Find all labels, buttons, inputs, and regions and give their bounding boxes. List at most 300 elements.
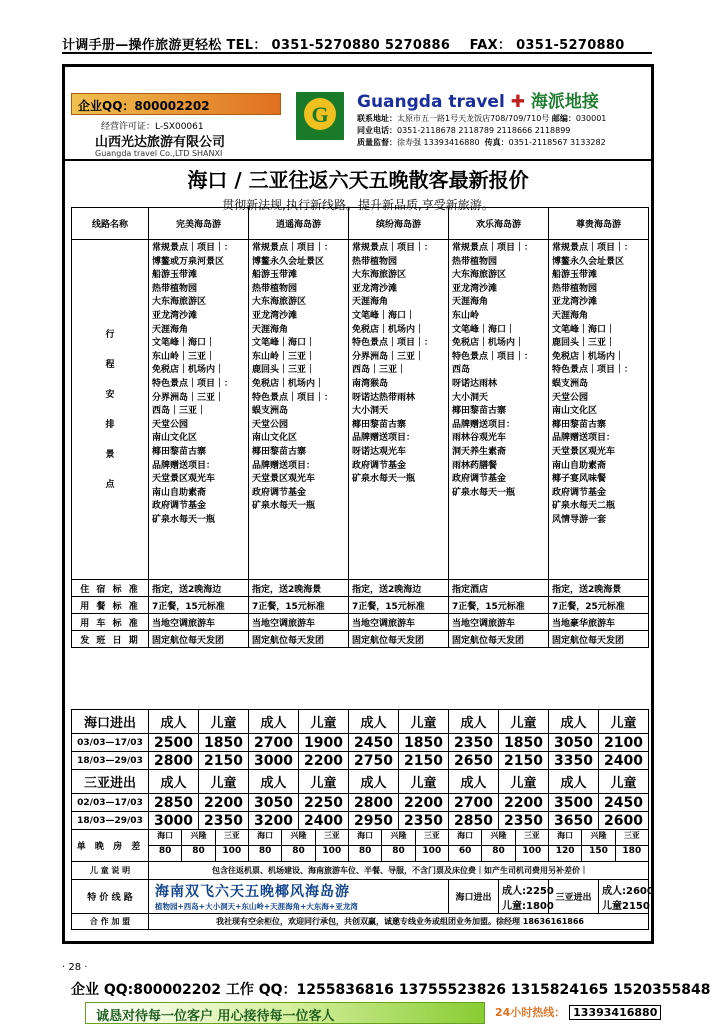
flyer-frame [62, 64, 711, 1024]
itinerary-item: 东山岭｜三亚｜ [252, 351, 316, 362]
itinerary-item: 船游玉带滩 [252, 270, 298, 281]
adult-header: 成人 [149, 770, 199, 794]
child-price: 1900 [299, 734, 349, 752]
svg-text:G: G [311, 102, 329, 127]
child-header: 儿童 [399, 710, 449, 734]
std-value: 指定酒店 [449, 580, 549, 597]
single-supplement-value: 100 [522, 846, 542, 856]
itinerary-item: 东山岭｜三亚｜ [152, 351, 216, 362]
itinerary-item: 西岛 [452, 365, 471, 376]
adult-price: 3650 [549, 812, 599, 830]
kids-row [72, 862, 649, 880]
adult-header: 成人 [249, 770, 299, 794]
itinerary-item: 品牌赠送项目： [152, 460, 216, 471]
sanya-header-row [72, 770, 649, 794]
std-value: 当地空调旅游车 [449, 614, 549, 631]
child-price: 2150 [499, 752, 549, 770]
qq-banner: 企业QQ：800002202 [71, 93, 281, 115]
std-row [72, 597, 649, 614]
special-haikou-prices: 成人:2250 儿童:1800 [499, 880, 549, 914]
adult-header: 成人 [149, 710, 199, 734]
adult-price: 2950 [349, 812, 399, 830]
itinerary-item: 品牌赠送项目： [352, 433, 416, 444]
route-name: 完美海岛游 [149, 208, 249, 240]
single-supplement-head-row [72, 830, 649, 846]
special-sub: 植物园+西岛+大小洞天+东山岭+天涯海角+大东海+亚龙湾 [155, 902, 358, 911]
child-price: 2150 [199, 752, 249, 770]
std-value: 固定航位每天发团 [449, 631, 549, 648]
company-logo-icon [295, 91, 345, 141]
adult-header: 成人 [549, 770, 599, 794]
child-price: 2600 [599, 812, 649, 830]
itinerary-item: 船游玉带滩 [552, 270, 598, 281]
child-price: 2350 [199, 812, 249, 830]
itinerary-item: 大小洞天 [352, 406, 389, 417]
itinerary-item: 免税店｜机场内｜ [452, 338, 525, 349]
single-supplement-value: 100 [322, 846, 342, 856]
itinerary-item: 西岛｜三亚｜ [352, 365, 407, 376]
itinerary-item: 鹿回头｜三亚｜ [252, 365, 316, 376]
special-route [149, 880, 449, 914]
adult-price: 2500 [149, 734, 199, 752]
itinerary-item: 特色景点｜项目｜： [352, 338, 434, 349]
itinerary-item: 常规景点｜项目｜： [452, 243, 534, 253]
single-supplement-value: 80 [149, 846, 182, 861]
haikou-label: 海口进出 [72, 710, 149, 734]
itinerary-cell [249, 240, 349, 580]
single-supplement-group [149, 846, 249, 862]
itinerary-item: 特色景点｜项目｜： [152, 378, 234, 389]
itinerary-item: 博鳌永久会址景区 [552, 256, 625, 267]
single-supplement-value: 80 [249, 846, 282, 861]
brand-name-cn: 海派地接 [530, 92, 599, 112]
itinerary-item: 南山自助素斋 [552, 460, 607, 471]
itinerary-item: 南山文化区 [152, 433, 198, 444]
special-row [72, 880, 649, 914]
adult-price: 2750 [349, 752, 399, 770]
special-sanya-label: 三亚进出 [549, 880, 599, 914]
price-row [72, 794, 649, 812]
itinerary-item: 亚龙湾沙滩 [352, 283, 398, 294]
child-header: 儿童 [499, 710, 549, 734]
footer-bar [85, 1002, 658, 1026]
single-supplement-value: 80 [482, 846, 515, 861]
itinerary-item: 品牌赠送项目： [252, 460, 316, 471]
std-row [72, 614, 649, 631]
itinerary-item: 天涯海角 [152, 324, 189, 335]
adult-header: 成人 [349, 710, 399, 734]
child-price: 2400 [299, 812, 349, 830]
single-supplement-label: 单 晚 房 差 [72, 830, 149, 862]
single-supplement-head: 兴隆 [582, 830, 615, 845]
itinerary-item: 亚龙湾沙滩 [452, 283, 498, 294]
adult-price: 3050 [549, 734, 599, 752]
single-supplement-head: 兴隆 [482, 830, 515, 845]
itinerary-item: 免税店｜机场内｜ [352, 324, 425, 335]
routes-header-row [72, 208, 649, 240]
special-label: 特 价 线 路 [72, 880, 149, 914]
single-supplement-value: 100 [422, 846, 442, 856]
title-section [65, 159, 651, 212]
adult-price: 2800 [149, 752, 199, 770]
itinerary-item: 政府调节基金 [552, 487, 607, 498]
itinerary-item: 政府调节基金 [352, 460, 407, 471]
single-supplement-head: 海口 [349, 830, 382, 845]
itinerary-item: 热带植物园 [152, 283, 198, 294]
itinerary-item: 蜈支洲岛 [552, 378, 589, 389]
itinerary-item: 政府调节基金 [152, 501, 207, 512]
std-value: 当地空调旅游车 [149, 614, 249, 631]
itinerary-item: 呀诺达观光车 [352, 446, 407, 457]
single-supplement-group [549, 830, 649, 846]
std-value: 固定航位每天发团 [549, 631, 649, 648]
single-supplement-group [549, 846, 649, 862]
itinerary-item: 天涯海角 [252, 324, 289, 335]
brand-phone: 同业电话：0351-2118678 2118789 2118666 2118899 [357, 126, 571, 135]
tel-number: 0351-5270880 5270886 [271, 38, 451, 53]
tel-label: TEL： [226, 38, 267, 53]
itinerary-item: 鹿回头｜三亚｜ [552, 338, 616, 349]
itinerary-cell [549, 240, 649, 580]
single-supplement-value: 60 [449, 846, 482, 861]
brand-name [357, 87, 649, 112]
itinerary-item: 天涯海角 [552, 310, 589, 321]
itinerary-item: 分界洲岛｜三亚｜ [352, 351, 425, 362]
itinerary-item: 免税店｜机场内｜ [552, 351, 625, 362]
single-supplement-head: 三亚 [323, 831, 340, 840]
kids-label: 儿 童 说 明 [72, 862, 149, 880]
single-supplement-value-row [72, 846, 649, 862]
itinerary-item: 矿泉水每天一瓶 [452, 487, 516, 498]
itinerary-item: 常规景点｜项目｜： [252, 243, 334, 253]
itinerary-item: 特色景点｜项目｜： [552, 365, 634, 376]
flyer-header [71, 73, 645, 159]
itinerary-item: 亚龙湾沙滩 [252, 310, 298, 321]
child-price: 2100 [599, 734, 649, 752]
itinerary-item: 椰子宴风味餐 [552, 474, 607, 485]
single-supplement-head: 海口 [549, 830, 582, 845]
itinerary-item: 风情导游一套 [552, 514, 607, 525]
company-name-cn: 山西光达旅游有限公司 [95, 135, 226, 150]
itinerary-item: 文笔峰｜海口｜ [352, 310, 416, 321]
price-row [72, 752, 649, 770]
itinerary-item: 椰田黎苗古寨 [452, 406, 507, 417]
itinerary-item: 蜈支洲岛 [252, 406, 289, 417]
itinerary-item: 呀诺达雨林 [452, 378, 498, 389]
slogan: 诚恳对待每一位客户 用心接待每一位客人 [85, 1002, 485, 1024]
child-price: 2350 [499, 812, 549, 830]
coop-text: 我社现有空余柜位，欢迎同行承包，共创双赢，诚邀专线业务或组团业务加盟。徐经理 18636161866 [149, 914, 649, 930]
itinerary-item: 文笔峰｜海口｜ [452, 324, 516, 335]
page-number: · 28 · [62, 962, 88, 973]
haikou-header-row [72, 710, 649, 734]
std-value: 7正餐，25元标准 [549, 597, 649, 614]
std-value: 当地空调旅游车 [349, 614, 449, 631]
itinerary-item: 天堂公园 [252, 419, 289, 430]
single-supplement-group [449, 830, 549, 846]
brand-quality: 质量监督：徐寿强 13393416880 传真：0351-2118567 3133282 [357, 138, 606, 147]
adult-price: 2850 [149, 794, 199, 812]
child-price: 2200 [299, 752, 349, 770]
itinerary-item: 雨林谷观光车 [452, 433, 507, 444]
itinerary-item: 热带植物园 [352, 256, 398, 267]
single-supplement-group [249, 846, 349, 862]
child-price: 1850 [199, 734, 249, 752]
adult-price: 3000 [149, 812, 199, 830]
itinerary-item: 天堂景区观光车 [252, 474, 316, 485]
itinerary-item: 文笔峰｜海口｜ [552, 324, 616, 335]
std-row [72, 631, 649, 648]
itinerary-item: 呀诺达热带雨林 [352, 392, 416, 403]
brand-mark-icon: ✚ [510, 92, 525, 112]
std-label: 住 宿 标 准 [72, 580, 149, 597]
adult-header: 成人 [349, 770, 399, 794]
hotline [495, 1004, 661, 1020]
itinerary-item: 天涯海角 [352, 297, 389, 308]
itinerary-label: 行 程 安 排 景 点 [72, 240, 149, 580]
std-value: 当地豪华旅游车 [549, 614, 649, 631]
adult-header: 成人 [249, 710, 299, 734]
contact-line: 企业 QQ:800002202 工作 QQ：1255836816 13755523826 1315824165 1520355848 [71, 982, 711, 998]
itinerary-item: 常规景点｜项目｜： [352, 243, 434, 253]
std-value: 指定，送2晚海边 [149, 580, 249, 597]
itinerary-item: 船游玉带滩 [152, 270, 198, 281]
single-supplement-group [449, 846, 549, 862]
adult-price: 3200 [249, 812, 299, 830]
top-contact-bar [62, 34, 652, 54]
itinerary-item: 椰田黎苗古寨 [552, 419, 607, 430]
adult-price: 3500 [549, 794, 599, 812]
itinerary-item: 博鳌或万泉河景区 [152, 256, 225, 267]
single-supplement-head: 海口 [249, 830, 282, 845]
single-supplement-head: 三亚 [523, 831, 540, 840]
single-supplement-head: 兴隆 [382, 830, 415, 845]
itinerary-item: 大小洞天 [452, 392, 489, 403]
license-number: 经营许可证：L-SX00061 [101, 122, 204, 132]
std-value: 7正餐，15元标准 [449, 597, 549, 614]
price-row [72, 812, 649, 830]
fax-label: FAX： [469, 38, 512, 53]
child-header: 儿童 [299, 710, 349, 734]
single-supplement-value: 120 [549, 846, 582, 861]
itinerary-item: 常规景点｜项目｜： [552, 243, 634, 253]
price-row [72, 734, 649, 752]
itinerary-item: 文笔峰｜海口｜ [252, 338, 316, 349]
std-value: 7正餐，15元标准 [149, 597, 249, 614]
date-range: 18/03—29/03 [72, 752, 149, 770]
itinerary-item: 天堂景区观光车 [552, 446, 616, 457]
adult-price: 2650 [449, 752, 499, 770]
hotline-number: 13393416880 [569, 1005, 661, 1020]
itinerary-item: 分界洲岛｜三亚｜ [152, 392, 225, 403]
itinerary-item: 天堂公园 [552, 392, 589, 403]
child-price: 1850 [499, 734, 549, 752]
route-name-header: 线路名称 [72, 208, 149, 240]
child-price: 2200 [499, 794, 549, 812]
itinerary-item: 椰田黎苗古寨 [152, 446, 207, 457]
std-value: 固定航位每天发团 [349, 631, 449, 648]
coop-row [72, 914, 649, 930]
date-range: 03/03—17/03 [72, 734, 149, 752]
single-supplement-value: 80 [349, 846, 382, 861]
manual-tagline: 计调手册—操作旅游更轻松 [62, 38, 222, 53]
single-supplement-head: 三亚 [623, 831, 640, 840]
itinerary-item: 天涯海角 [452, 297, 489, 308]
page-title: 海口 / 三亚往返六天五晚散客最新报价 [187, 168, 529, 192]
itinerary-item: 大东海旅游区 [452, 270, 507, 281]
child-header: 儿童 [399, 770, 449, 794]
itinerary-item: 热带植物园 [552, 283, 598, 294]
company-name-en: Guangda travel Co.,LTD SHANXI [95, 149, 223, 158]
itinerary-item: 热带植物园 [452, 256, 498, 267]
hotline-label: 24小时热线： [495, 1006, 566, 1019]
single-supplement-group [249, 830, 349, 846]
std-value: 指定，送2晚海景 [549, 580, 649, 597]
special-title: 海南双飞六天五晚椰风海岛游 [155, 884, 350, 900]
adult-price: 2450 [349, 734, 399, 752]
single-supplement-group [349, 846, 449, 862]
adult-price: 2700 [449, 794, 499, 812]
child-header: 儿童 [599, 710, 649, 734]
brand-address: 联系地址：太原市五一路1号天龙饭店708/709/710号 邮编：030001 [357, 114, 607, 123]
itinerary-item: 文笔峰｜海口｜ [152, 338, 216, 349]
std-value: 7正餐，15元标准 [349, 597, 449, 614]
itinerary-item: 椰田黎苗古寨 [252, 446, 307, 457]
single-supplement-value: 80 [182, 846, 215, 861]
routes-table [71, 207, 649, 648]
std-row [72, 580, 649, 597]
kids-text: 包含往返机票、机场建设、海南旅游车位、半餐、导服，不含门票及床位费｜如产生司机司费用另补差价｜ [149, 862, 649, 880]
itinerary-item: 大东海旅游区 [352, 270, 407, 281]
itinerary-item: 天堂公园 [152, 419, 189, 430]
itinerary-item: 南湾猴岛 [352, 378, 389, 389]
itinerary-item: 东山岭 [452, 310, 480, 321]
adult-price: 3050 [249, 794, 299, 812]
page-subtitle: 贯彻新法规,执行新线路。提升新品质,享受新旅游。 [222, 198, 494, 212]
route-name: 尊贵海岛游 [549, 208, 649, 240]
itinerary-item: 亚龙湾沙滩 [552, 297, 598, 308]
std-value: 指定，送2晚海景 [249, 580, 349, 597]
std-label: 用 餐 标 准 [72, 597, 149, 614]
child-price: 2200 [399, 794, 449, 812]
std-value: 指定，送2晚海边 [349, 580, 449, 597]
itinerary-item: 免税店｜机场内｜ [252, 378, 325, 389]
adult-price: 2350 [449, 734, 499, 752]
single-supplement-head: 兴隆 [182, 830, 215, 845]
std-value: 固定航位每天发团 [149, 631, 249, 648]
itinerary-item: 矿泉水每天一瓶 [252, 501, 316, 512]
single-supplement-group [149, 830, 249, 846]
itinerary-item: 矿泉水每天一瓶 [152, 514, 216, 525]
itinerary-item: 天堂景区观光车 [152, 474, 216, 485]
route-name: 欢乐海岛游 [449, 208, 549, 240]
single-supplement-head: 海口 [149, 830, 182, 845]
adult-header: 成人 [549, 710, 599, 734]
itinerary-item: 南山文化区 [552, 406, 598, 417]
prices-table [71, 709, 654, 930]
itinerary-item: 品牌赠送项目： [452, 419, 516, 430]
itinerary-item: 特色景点｜项目｜： [452, 351, 534, 362]
date-range: 18/03—29/03 [72, 812, 149, 830]
itinerary-item: 品牌赠送项目： [552, 433, 616, 444]
itinerary-item: 常规景点｜项目｜： [152, 243, 234, 253]
std-value: 当地空调旅游车 [249, 614, 349, 631]
adult-price: 2850 [449, 812, 499, 830]
itinerary-item: 大东海旅游区 [152, 297, 207, 308]
itinerary-item: 政府调节基金 [452, 474, 507, 485]
child-header: 儿童 [199, 710, 249, 734]
std-value: 7正餐，15元标准 [249, 597, 349, 614]
single-supplement-head: 兴隆 [282, 830, 315, 845]
itinerary-item: 南山自助素斋 [152, 487, 207, 498]
itinerary-item: 政府调节基金 [252, 487, 307, 498]
child-header: 儿童 [299, 770, 349, 794]
child-price: 2350 [399, 812, 449, 830]
itinerary-item: 特色景点｜项目｜： [252, 392, 334, 403]
std-label: 用 车 标 准 [72, 614, 149, 631]
std-value: 固定航位每天发团 [249, 631, 349, 648]
coop-label: 合 作 加 盟 [72, 914, 149, 930]
child-price: 2400 [599, 752, 649, 770]
child-price: 1850 [399, 734, 449, 752]
itinerary-cell [349, 240, 449, 580]
sanya-label: 三亚进出 [72, 770, 149, 794]
adult-price: 2800 [349, 794, 399, 812]
single-supplement-head: 三亚 [223, 831, 240, 840]
itinerary-item: 雨林药膳餐 [452, 460, 498, 471]
child-header: 儿童 [599, 770, 649, 794]
single-supplement-value: 80 [382, 846, 415, 861]
child-price: 2200 [199, 794, 249, 812]
itinerary-item: 椰田黎苗古寨 [352, 419, 407, 430]
date-range: 02/03—17/03 [72, 794, 149, 812]
single-supplement-value: 150 [582, 846, 615, 861]
itinerary-item: 免税店｜机场内｜ [152, 365, 225, 376]
adult-header: 成人 [449, 770, 499, 794]
single-supplement-head: 三亚 [423, 831, 440, 840]
itinerary-cell [449, 240, 549, 580]
single-supplement-value: 80 [282, 846, 315, 861]
brand-name-en: Guangda travel [357, 92, 505, 112]
route-name: 缤纷海岛游 [349, 208, 449, 240]
single-supplement-value: 100 [222, 846, 242, 856]
special-haikou-label: 海口进出 [449, 880, 499, 914]
adult-price: 3000 [249, 752, 299, 770]
itinerary-row [72, 240, 649, 580]
child-price: 2250 [299, 794, 349, 812]
route-name: 逍遥海岛游 [249, 208, 349, 240]
brand-block [357, 87, 649, 151]
itinerary-item: 南山文化区 [252, 433, 298, 444]
child-header: 儿童 [199, 770, 249, 794]
single-supplement-value: 180 [622, 846, 642, 856]
itinerary-cell [149, 240, 249, 580]
fax-number: 0351-5270880 [516, 38, 625, 53]
special-sanya-prices: 成人:2600 儿童2150 [599, 880, 649, 914]
itinerary-item: 大东海旅游区 [252, 297, 307, 308]
adult-price: 2700 [249, 734, 299, 752]
std-label: 发 班 日 期 [72, 631, 149, 648]
itinerary-item: 矿泉水每天一瓶 [352, 474, 416, 485]
itinerary-item: 矿泉水每天二瓶 [552, 501, 616, 512]
adult-price: 3350 [549, 752, 599, 770]
itinerary-item: 洞天养生素斋 [452, 446, 507, 457]
single-supplement-head: 海口 [449, 830, 482, 845]
itinerary-item: 博鳌永久会址景区 [252, 256, 325, 267]
itinerary-item: 西岛｜三亚｜ [152, 406, 207, 417]
itinerary-item: 热带植物园 [252, 283, 298, 294]
child-header: 儿童 [499, 770, 549, 794]
